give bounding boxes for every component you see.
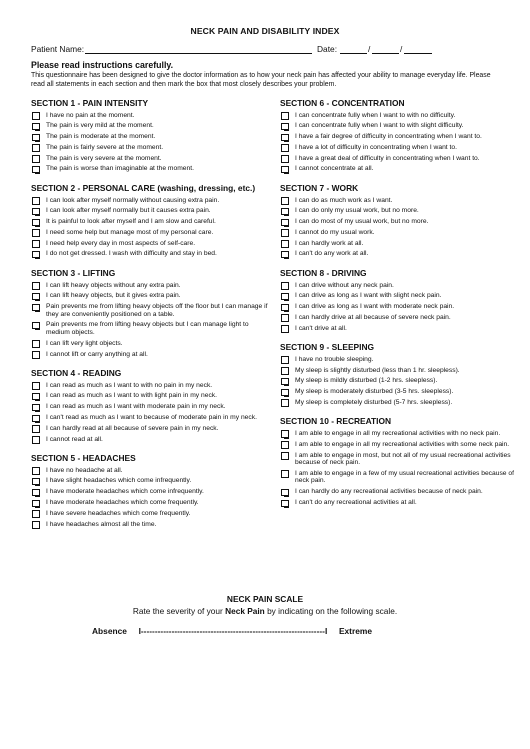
checkbox-icon[interactable] xyxy=(32,134,40,142)
checkbox-icon[interactable] xyxy=(32,393,40,401)
patient-name-label: Patient Name: xyxy=(31,44,85,54)
checkbox-icon[interactable] xyxy=(32,478,40,486)
option-item[interactable] xyxy=(31,218,271,226)
checkbox-icon[interactable] xyxy=(281,112,289,120)
checkbox-icon[interactable] xyxy=(32,340,40,348)
option-item[interactable] xyxy=(31,477,271,485)
scale-instruction xyxy=(0,606,530,616)
left-column xyxy=(31,98,271,538)
patient-name-field[interactable] xyxy=(85,44,312,54)
option-text: I can read as much as I want with moderate pain in my neck. xyxy=(46,403,226,411)
option-item[interactable] xyxy=(31,351,271,359)
option-item[interactable] xyxy=(31,303,271,318)
option-text: I have no trouble sleeping. xyxy=(295,355,374,363)
option-text: I have moderate headaches which come infrequently. xyxy=(46,488,204,496)
option-text: I can look after myself normally but it causes extra pain. xyxy=(46,207,211,215)
option-item[interactable] xyxy=(280,388,520,396)
section-title: SECTION 5 - HEADACHES xyxy=(31,453,136,464)
option-item[interactable] xyxy=(31,165,271,173)
option-text: I have a fair degree of difficulty in concentrating when I want to. xyxy=(295,133,482,141)
checkbox-icon[interactable] xyxy=(32,467,40,475)
checkbox-icon[interactable] xyxy=(32,521,40,529)
option-item[interactable] xyxy=(31,112,271,120)
section-title: SECTION 4 - READING xyxy=(31,368,122,379)
checkbox-icon[interactable] xyxy=(32,197,40,205)
option-text: I can concentrate fully when I want to with slight difficulty. xyxy=(295,122,464,130)
option-text: I can hardly read at all because of severe pain in my neck. xyxy=(46,424,219,432)
option-text: I can look after myself normally without causing extra pain. xyxy=(46,196,220,204)
option-item[interactable] xyxy=(31,240,271,248)
checkbox-icon[interactable] xyxy=(32,240,40,248)
option-text: I need help every day in most aspects of self-care. xyxy=(46,239,196,247)
form-title: NECK PAIN AND DISABILITY INDEX xyxy=(190,26,340,36)
option-text: I cannot concentrate at all. xyxy=(295,165,374,173)
option-item[interactable] xyxy=(280,488,520,496)
option-item[interactable] xyxy=(31,382,271,390)
option-text: I can do most of my usual work, but no more. xyxy=(295,218,429,226)
option-text: It is painful to look after myself and I am slow and careful. xyxy=(46,218,216,226)
scale-absence-label: Absence xyxy=(92,626,127,636)
option-item[interactable] xyxy=(280,470,520,485)
checkbox-icon[interactable] xyxy=(32,322,40,330)
option-item[interactable] xyxy=(280,144,520,152)
option-item[interactable] xyxy=(31,499,271,507)
option-text: The pain is very mild at the moment. xyxy=(46,122,154,130)
section-8 xyxy=(280,268,520,332)
checkbox-icon[interactable] xyxy=(281,166,289,174)
option-item[interactable] xyxy=(31,207,271,215)
option-item[interactable] xyxy=(280,441,520,449)
checkbox-icon[interactable] xyxy=(32,112,40,120)
option-item[interactable] xyxy=(31,155,271,163)
section-6 xyxy=(280,98,520,173)
checkbox-icon[interactable] xyxy=(281,134,289,142)
option-text: I have a great deal of difficulty in concentrating when I want to. xyxy=(295,154,480,162)
option-text: I have slight headaches which come infrequently. xyxy=(46,477,192,485)
date-year-field[interactable] xyxy=(404,44,432,54)
option-text: I can drive as long as I want with moderate neck pain. xyxy=(295,303,455,311)
checkbox-icon[interactable] xyxy=(281,251,289,259)
section-title: SECTION 3 - LIFTING xyxy=(31,268,116,278)
pain-scale xyxy=(92,626,452,636)
option-text: I can't read as much as I want to because of moderate pain in my neck. xyxy=(46,414,257,422)
checkbox-icon[interactable] xyxy=(281,144,289,152)
option-text: I need some help but manage most of my personal care. xyxy=(46,228,214,236)
option-item[interactable] xyxy=(31,414,271,422)
scale-line[interactable]: I------------------------------------------------------------------I xyxy=(138,626,328,636)
option-text: I can read as much as I want to with no pain in my neck. xyxy=(46,381,213,389)
option-item[interactable] xyxy=(280,356,520,364)
checkbox-icon[interactable] xyxy=(32,166,40,174)
option-text: I can read as much as I want to with light pain in my neck. xyxy=(46,392,217,400)
checkbox-icon[interactable] xyxy=(32,500,40,508)
section-5 xyxy=(31,453,271,528)
checkbox-icon[interactable] xyxy=(281,489,289,497)
checkbox-icon[interactable] xyxy=(32,436,40,444)
option-item[interactable] xyxy=(31,122,271,130)
option-text: I can lift heavy objects without any extra pain. xyxy=(46,281,181,289)
option-text: I can drive as long as I want with slight neck pain. xyxy=(295,292,442,300)
option-item[interactable] xyxy=(31,321,271,336)
scale-sub-before: Rate the severity of your xyxy=(132,606,226,616)
checkbox-icon[interactable] xyxy=(32,510,40,518)
option-text: I have a lot of difficulty in concentrating when I want to. xyxy=(295,143,457,151)
checkbox-icon[interactable] xyxy=(281,219,289,227)
checkbox-icon[interactable] xyxy=(32,415,40,423)
option-item[interactable] xyxy=(280,377,520,385)
checkbox-icon[interactable] xyxy=(32,351,40,359)
option-item[interactable] xyxy=(280,292,520,300)
checkbox-icon[interactable] xyxy=(32,489,40,497)
option-text: I can concentrate fully when I want to with no difficulty. xyxy=(295,111,456,119)
right-column xyxy=(280,98,520,517)
checkbox-icon[interactable] xyxy=(32,219,40,227)
date-label: Date: xyxy=(317,44,338,54)
option-item[interactable] xyxy=(280,155,520,163)
checkbox-icon[interactable] xyxy=(281,500,289,508)
option-text: I have severe headaches which come frequently. xyxy=(46,509,191,517)
option-text: My sleep is slightly disturbed (less than 1 hr. sleepless). xyxy=(295,366,460,374)
checkbox-icon[interactable] xyxy=(281,314,289,322)
option-item[interactable] xyxy=(280,499,520,507)
option-item[interactable] xyxy=(31,510,271,518)
checkbox-icon[interactable] xyxy=(281,452,289,460)
option-item[interactable] xyxy=(31,133,271,141)
scale-extreme-label: Extreme xyxy=(338,626,372,636)
option-item[interactable] xyxy=(280,250,520,258)
checkbox-icon[interactable] xyxy=(32,155,40,163)
option-item[interactable] xyxy=(31,521,271,529)
checkbox-icon[interactable] xyxy=(281,240,289,248)
checkbox-icon[interactable] xyxy=(32,282,40,290)
scale-sub-bold: Neck Pain xyxy=(225,606,265,616)
option-text: I can hardly drive at all because of severe neck pain. xyxy=(295,313,451,321)
section-title: SECTION 8 - DRIVING xyxy=(280,268,367,278)
option-item[interactable] xyxy=(280,282,520,290)
option-item[interactable] xyxy=(280,122,520,130)
checkbox-icon[interactable] xyxy=(281,325,289,333)
option-text: I have moderate headaches which come frequently. xyxy=(46,499,199,507)
option-item[interactable] xyxy=(280,229,520,237)
option-item[interactable] xyxy=(280,240,520,248)
checkbox-icon[interactable] xyxy=(281,208,289,216)
checkbox-icon[interactable] xyxy=(32,208,40,216)
section-4 xyxy=(31,368,271,443)
option-text: I am able to engage in most, but not all of my usual recreational activities because of neck pain. xyxy=(295,451,511,467)
option-text: Pain prevents me from lifting heavy objects off the floor but I can manage if they are conveniently positioned on a table. xyxy=(46,303,268,318)
option-item[interactable] xyxy=(280,112,520,120)
option-item[interactable] xyxy=(280,197,520,205)
option-item[interactable] xyxy=(31,436,271,444)
checkbox-icon[interactable] xyxy=(281,123,289,131)
option-item[interactable] xyxy=(31,197,271,205)
option-text: Pain prevents me from lifting heavy objects but I can manage light to medium objects. xyxy=(46,321,249,337)
checkbox-icon[interactable] xyxy=(281,229,289,237)
option-text: My sleep is moderately disturbed (3-5 hrs. sleepless). xyxy=(295,388,454,396)
checkbox-icon[interactable] xyxy=(281,399,289,407)
checkbox-icon[interactable] xyxy=(32,382,40,390)
option-text: I am able to engage in all my recreational activities with some neck pain. xyxy=(295,440,510,448)
option-item[interactable] xyxy=(280,452,520,467)
option-text: I can drive without any neck pain. xyxy=(295,281,394,289)
date-sep-2: / xyxy=(400,44,403,54)
option-item[interactable] xyxy=(280,207,520,215)
option-item[interactable] xyxy=(31,425,271,433)
option-item[interactable] xyxy=(31,403,271,411)
option-item[interactable] xyxy=(31,488,271,496)
option-text: The pain is moderate at the moment. xyxy=(46,133,156,141)
checkbox-icon[interactable] xyxy=(32,123,40,131)
checkbox-icon[interactable] xyxy=(281,304,289,312)
option-item[interactable] xyxy=(31,392,271,400)
section-10 xyxy=(280,416,520,506)
checkbox-icon[interactable] xyxy=(32,404,40,412)
option-item[interactable] xyxy=(280,430,520,438)
option-text: I can lift heavy objects, but it gives extra pain. xyxy=(46,292,181,300)
section-title: SECTION 2 - PERSONAL CARE (washing, dressing, etc.) xyxy=(31,183,256,193)
option-text: I can lift very light objects. xyxy=(46,339,123,347)
option-item[interactable] xyxy=(31,282,271,290)
option-text: I cannot lift or carry anything at all. xyxy=(46,350,148,358)
section-1 xyxy=(31,98,271,173)
option-item[interactable] xyxy=(280,303,520,311)
option-text: I can do only my usual work, but no more. xyxy=(295,207,419,215)
checkbox-icon[interactable] xyxy=(281,282,289,290)
option-text: I have no pain at the moment. xyxy=(46,111,135,119)
option-item[interactable] xyxy=(31,250,271,258)
option-text: I can hardly work at all. xyxy=(295,239,364,247)
section-7 xyxy=(280,183,520,258)
checkbox-icon[interactable] xyxy=(281,470,289,478)
checkbox-icon[interactable] xyxy=(32,144,40,152)
option-text: I can't drive at all. xyxy=(295,324,347,332)
checkbox-icon[interactable] xyxy=(32,293,40,301)
checkbox-icon[interactable] xyxy=(281,441,289,449)
date-day-field[interactable] xyxy=(372,44,399,54)
option-text: My sleep is mildly disturbed (1-2 hrs. sleepless). xyxy=(295,377,438,385)
instructions-heading: Please read instructions carefully. xyxy=(31,60,174,70)
section-3 xyxy=(31,268,271,358)
option-item[interactable] xyxy=(280,399,520,407)
patient-info-row xyxy=(31,44,501,56)
date-sep-1: / xyxy=(368,44,371,54)
section-title: SECTION 10 - RECREATION xyxy=(280,416,392,427)
option-item[interactable] xyxy=(280,218,520,226)
option-item[interactable] xyxy=(31,292,271,300)
option-item[interactable] xyxy=(31,144,271,152)
checkbox-icon[interactable] xyxy=(281,356,289,364)
checkbox-icon[interactable] xyxy=(281,367,289,375)
checkbox-icon[interactable] xyxy=(32,304,40,312)
option-text: I cannot do my usual work. xyxy=(295,228,375,236)
section-title: SECTION 6 - CONCENTRATION xyxy=(280,98,405,108)
option-text: I am able to engage in all my recreational activities with no neck pain. xyxy=(295,429,501,437)
date-month-field[interactable] xyxy=(340,44,367,54)
section-9 xyxy=(280,342,520,406)
option-text: The pain is fairly severe at the moment. xyxy=(46,143,164,151)
option-item[interactable] xyxy=(280,133,520,141)
option-text: My sleep is completely disturbed (5-7 hrs. sleepless). xyxy=(295,398,453,406)
option-item[interactable] xyxy=(31,340,271,348)
checkbox-icon[interactable] xyxy=(281,155,289,163)
option-item[interactable] xyxy=(280,325,520,333)
option-text: I can hardly do any recreational activities because of neck pain. xyxy=(295,488,483,496)
option-text: I have headaches almost all the time. xyxy=(46,520,157,528)
section-2 xyxy=(31,183,271,258)
option-text: The pain is very severe at the moment. xyxy=(46,154,162,162)
checkbox-icon[interactable] xyxy=(281,197,289,205)
checkbox-icon[interactable] xyxy=(32,425,40,433)
option-text: I can't do any recreational activities at all. xyxy=(295,499,417,507)
scale-title: NECK PAIN SCALE xyxy=(226,594,304,604)
checkbox-icon[interactable] xyxy=(32,251,40,259)
option-item[interactable] xyxy=(280,314,520,322)
option-item[interactable] xyxy=(280,367,520,375)
scale-sub-after: by indicating on the following scale. xyxy=(264,606,398,616)
option-text: I cannot read at all. xyxy=(46,435,103,443)
section-title: SECTION 1 - PAIN INTENSITY xyxy=(31,98,149,108)
option-item[interactable] xyxy=(280,165,520,173)
checkbox-icon[interactable] xyxy=(281,293,289,301)
option-item[interactable] xyxy=(31,467,271,475)
checkbox-icon[interactable] xyxy=(281,389,289,397)
checkbox-icon[interactable] xyxy=(32,229,40,237)
option-text: The pain is worse than imaginable at the moment. xyxy=(46,165,194,173)
checkbox-icon[interactable] xyxy=(281,430,289,438)
option-text: I can't do any work at all. xyxy=(295,250,369,258)
option-text: I have no headache at all. xyxy=(46,466,123,474)
option-item[interactable] xyxy=(31,229,271,237)
checkbox-icon[interactable] xyxy=(281,378,289,386)
section-title: SECTION 7 - WORK xyxy=(280,183,359,193)
option-text: I am able to engage in a few of my usual recreational activities because of neck pain. xyxy=(295,469,514,485)
option-text: I do not get dressed. I wash with difficulty and stay in bed. xyxy=(46,250,217,258)
option-text: I can do as much work as I want. xyxy=(295,196,393,204)
section-title: SECTION 9 - SLEEPING xyxy=(280,342,375,353)
instructions-body: This questionnaire has been designed to give the doctor information as to how your neck pain has affected your ability to manage everyday life. Please read all statements in each section and then mark the box that most closely describes your problem. xyxy=(31,72,491,88)
